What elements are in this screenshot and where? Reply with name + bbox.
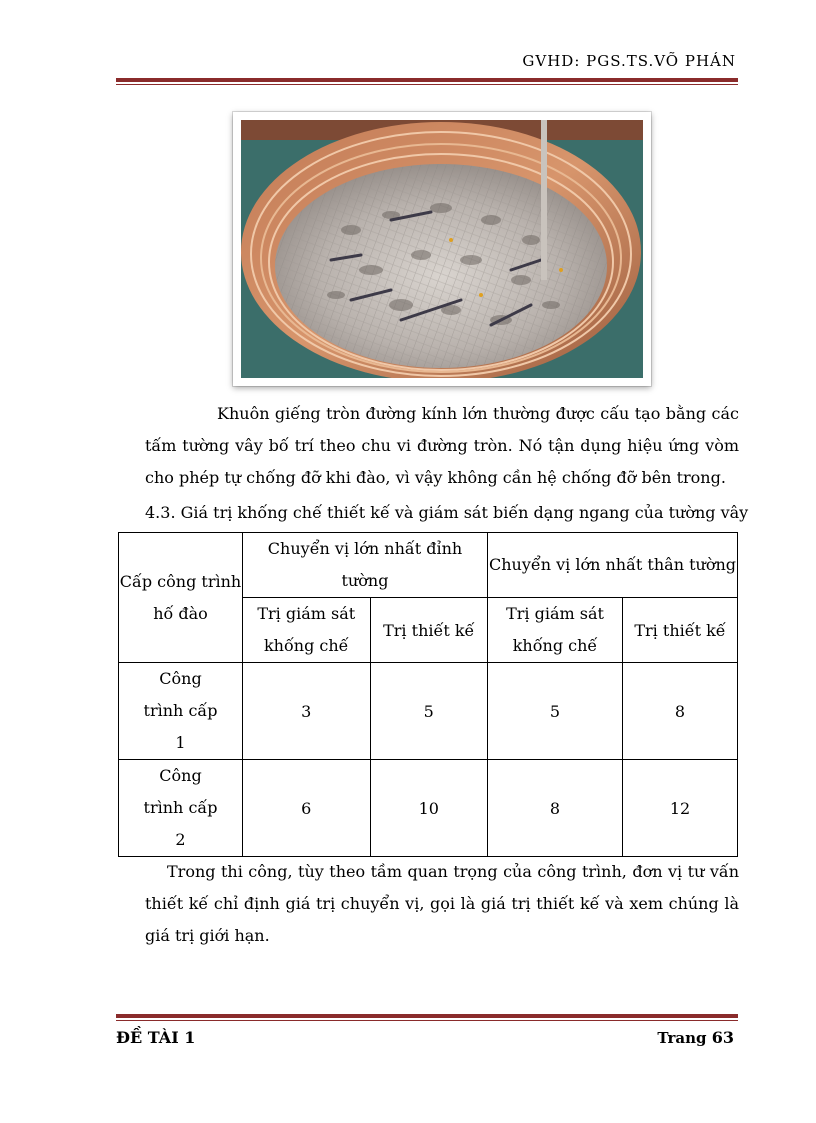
header-rule <box>116 78 738 82</box>
row-grade <box>119 760 243 857</box>
footer-rule-thin <box>116 1020 738 1021</box>
subheader-monitor-2 <box>488 598 623 663</box>
subheader-design-1 <box>370 598 487 663</box>
footer-page <box>657 1028 734 1047</box>
displacement-table <box>118 532 738 857</box>
header-group-2 <box>488 533 738 598</box>
table-row <box>119 663 738 760</box>
header-title: GVHD: PGS.TS.VÕ PHÁN <box>522 52 736 70</box>
row-grade <box>119 663 243 760</box>
paragraph-1: Khuôn giếng tròn đường kính lớn thường được cấu tạo bằng các tấm tường vây bố trí theo chu vi đường tròn. Nó tận dụng hiệu ứng vòm cho phép tự chống đỡ khi đào, vì vậy không cần hệ chống đỡ bên trong. <box>145 404 739 487</box>
table-row <box>119 760 738 857</box>
excavation-image <box>241 120 643 378</box>
table-cell: 12 <box>623 760 738 857</box>
subheader-monitor-2-text: Trị giám sát khống chế <box>506 604 604 655</box>
subheader-design-2-text: Trị thiết kế <box>634 620 726 640</box>
table-cell: 6 <box>243 760 371 857</box>
table-cell: 10 <box>370 760 487 857</box>
footer-topic: ĐỀ TÀI 1 <box>116 1028 196 1047</box>
table-cell: 5 <box>370 663 487 760</box>
header-grade <box>119 533 243 663</box>
paragraph-2: Trong thi công, tùy theo tầm quan trọng của công trình, đơn vị tư vấn thiết kế chỉ định giá trị chuyển vị, gọi là giá trị thiết kế và xem chúng là giá trị giới hạn. <box>145 862 739 945</box>
footer-rule <box>116 1014 738 1018</box>
header-grade-text: Cấp công trình hố đào <box>119 571 242 623</box>
subheader-monitor-1 <box>243 598 371 663</box>
subheader-design-1-text: Trị thiết kế <box>383 620 475 640</box>
row-grade-text: Công trình cấp 2 <box>143 766 218 849</box>
table-cell: 3 <box>243 663 371 760</box>
row-grade-text: Công trình cấp 1 <box>143 669 218 752</box>
page-label: Trang <box>657 1029 707 1047</box>
header-group-1 <box>243 533 488 598</box>
subheader-design-2 <box>623 598 738 663</box>
section-heading: 4.3. Giá trị khống chế thiết kế và giám sát biến dạng ngang của tường vây <box>145 503 749 522</box>
header-group-1-text: Chuyển vị lớn nhất đỉnh tường <box>267 539 463 590</box>
table-cell: 8 <box>488 760 623 857</box>
excavation-photo <box>233 112 651 386</box>
subheader-monitor-1-text: Trị giám sát khống chế <box>257 604 356 655</box>
header-group-2-text: Chuyển vị lớn nhất thân tường <box>488 555 736 574</box>
header-rule-thin <box>116 84 738 85</box>
page-number: 63 <box>711 1028 734 1047</box>
table-cell: 5 <box>488 663 623 760</box>
table-cell: 8 <box>623 663 738 760</box>
